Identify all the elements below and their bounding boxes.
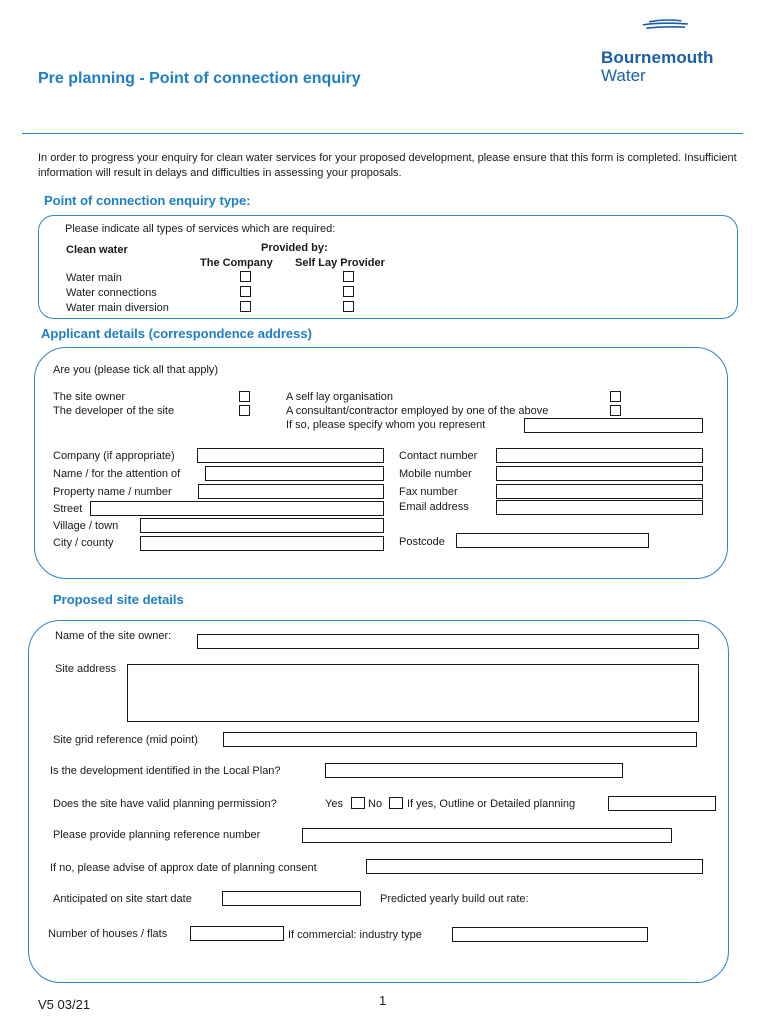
company-field[interactable] — [197, 448, 384, 463]
mobile-number-label: Mobile number — [399, 468, 472, 480]
version-label: V5 03/21 — [38, 997, 91, 1012]
row-label-water-main: Water main — [66, 272, 122, 284]
commercial-field[interactable] — [452, 927, 648, 942]
village-label: Village / town — [53, 520, 119, 532]
section-heading-site: Proposed site details — [53, 592, 184, 607]
build-rate-label: Predicted yearly build out rate: — [380, 893, 529, 905]
email-field[interactable] — [496, 500, 703, 515]
consultant-label: A consultant/contractor employed by one of the above — [286, 405, 549, 417]
no-label: No — [368, 798, 383, 810]
outline-detailed-label: If yes, Outline or Detailed planning — [407, 798, 576, 810]
row-label-water-connections: Water connections — [66, 287, 157, 299]
property-label: Property name / number — [53, 486, 172, 498]
water-main-diversion-company-checkbox[interactable] — [240, 301, 251, 312]
contact-number-label: Contact number — [399, 450, 478, 462]
local-plan-field[interactable] — [325, 763, 623, 778]
city-label: City / county — [53, 537, 114, 549]
outline-detailed-field[interactable] — [608, 796, 716, 811]
start-date-label: Anticipated on site start date — [53, 893, 192, 905]
city-field[interactable] — [140, 536, 384, 551]
are-you-label: Are you (please tick all that apply) — [53, 364, 219, 376]
site-owner-name-field[interactable] — [197, 634, 699, 649]
logo-text-water: Water — [601, 66, 646, 85]
planning-ref-label: Please provide planning reference number — [53, 829, 261, 841]
attention-label: Name / for the attention of — [53, 468, 181, 480]
page-title: Pre planning - Point of connection enquiry — [38, 70, 361, 87]
village-field[interactable] — [140, 518, 384, 533]
provided-by-label: Provided by: — [261, 242, 328, 254]
section-heading-applicant: Applicant details (correspondence address) — [41, 326, 312, 341]
logo-text-bournemouth: Bournemouth — [601, 48, 714, 67]
postcode-field[interactable] — [456, 533, 649, 548]
start-date-field[interactable] — [222, 891, 361, 906]
planning-ref-field[interactable] — [302, 828, 672, 843]
approx-date-field[interactable] — [366, 859, 703, 874]
commercial-label: If commercial: industry type — [288, 929, 422, 941]
water-main-slp-checkbox[interactable] — [343, 271, 354, 282]
represent-field[interactable] — [524, 418, 703, 433]
self-lay-org-checkbox[interactable] — [610, 391, 621, 402]
mobile-number-field[interactable] — [496, 466, 703, 481]
property-field[interactable] — [198, 484, 384, 499]
bournemouth-water-logo — [598, 18, 728, 50]
row-label-water-main-diversion: Water main diversion — [66, 302, 169, 314]
contact-number-field[interactable] — [496, 448, 703, 463]
site-address-field[interactable] — [127, 664, 699, 722]
intro-paragraph: In order to progress your enquiry for clean water services for your proposed development, please ensure that this form is completed. Insufficient information will result in delays and difficulties in assessing your proposals. — [38, 152, 737, 179]
column-the-company: The Company — [200, 257, 273, 269]
site-owner-checkbox[interactable] — [239, 391, 250, 402]
grid-ref-field[interactable] — [223, 732, 697, 747]
planning-permission-label: Does the site have valid planning permission? — [53, 798, 277, 810]
grid-ref-label: Site grid reference (mid point) — [53, 734, 198, 746]
fax-number-field[interactable] — [496, 484, 703, 499]
yes-label: Yes — [325, 798, 343, 810]
header-divider — [22, 133, 743, 134]
local-plan-label: Is the development identified in the Local Plan? — [50, 765, 281, 777]
planning-yes-checkbox[interactable] — [351, 797, 365, 809]
clean-water-label: Clean water — [66, 244, 128, 256]
postcode-label: Postcode — [399, 536, 445, 548]
services-instruction: Please indicate all types of services which are required: — [65, 223, 336, 235]
water-main-company-checkbox[interactable] — [240, 271, 251, 282]
page-number: 1 — [379, 993, 387, 1008]
specify-label: If so, please specify whom you represent — [286, 419, 486, 431]
planning-no-checkbox[interactable] — [389, 797, 403, 809]
site-owner-name-label: Name of the site owner: — [55, 630, 172, 642]
site-address-label: Site address — [55, 663, 117, 675]
site-owner-label: The site owner — [53, 391, 126, 403]
consultant-checkbox[interactable] — [610, 405, 621, 416]
fax-number-label: Fax number — [399, 486, 458, 498]
self-lay-org-label: A self lay organisation — [286, 391, 394, 403]
email-label: Email address — [399, 501, 469, 513]
houses-field[interactable] — [190, 926, 284, 941]
street-field[interactable] — [90, 501, 384, 516]
water-connections-slp-checkbox[interactable] — [343, 286, 354, 297]
developer-checkbox[interactable] — [239, 405, 250, 416]
section-heading-connection-type: Point of connection enquiry type: — [44, 193, 251, 208]
approx-date-label: If no, please advise of approx date of planning consent — [50, 862, 317, 874]
column-self-lay-provider: Self Lay Provider — [295, 257, 385, 269]
street-label: Street — [53, 503, 83, 515]
water-connections-company-checkbox[interactable] — [240, 286, 251, 297]
houses-label: Number of houses / flats — [48, 928, 168, 940]
attention-field[interactable] — [205, 466, 384, 481]
water-main-diversion-slp-checkbox[interactable] — [343, 301, 354, 312]
developer-label: The developer of the site — [53, 405, 175, 417]
company-label: Company (if appropriate) — [53, 450, 175, 462]
